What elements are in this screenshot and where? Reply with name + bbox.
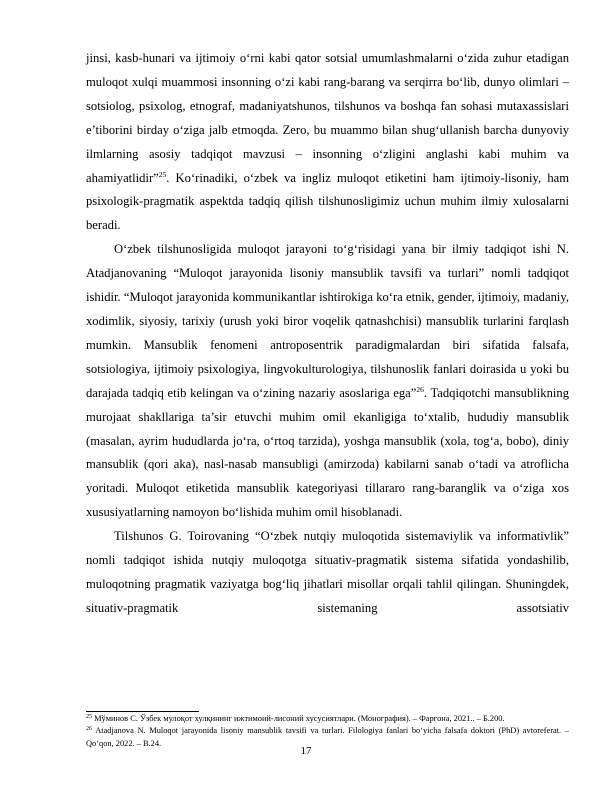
footnote-text: Мўминов С. Ўзбек мулоқот хулқининг ижтимоий-лисоний хусусиятлари. (Монография). – Фарғона, 2021.. – Б.200. (92, 714, 505, 723)
paragraph (86, 238, 569, 525)
paragraph (86, 525, 569, 621)
footnote-separator (86, 711, 199, 712)
footnote-number: 25 (86, 714, 92, 720)
paragraph-text: O‘zbek tilshunosligida muloqot jarayoni to‘g‘risidagi yana bir ilmiy tadqiqot ishi N. Atadjanovaning “Muloqot jarayonida lisoniy mansublik tavsifi va turlari” nomli tadqiqot ishidir. “Muloqot jarayonida kommunikantlar ishtirokiga ko‘ra etnik, gender, ijtimoiy, madaniy, xodimlik, siyosiy, tarixiy (urush yoki biror voqelik qatnashchisi) mansublik turlarini farqlash mumkin. Mansublik fenomeni antroposentrik paradigmalardan biri sifatida falsafa, sotsiologiya, ijtimoiy psixologiya, lingvokulturologiya, tilshunoslik fanlari doirasida u yoki bu darajada tadqiq etib kelingan va o‘zining nazariy asoslariga ega” (86, 242, 569, 400)
paragraph-text: jinsi, kasb-hunari va ijtimoiy o‘rni kabi qator sotsial umumlashmalarni o‘zida zuhur etadigan muloqot xulqi muammosi insonning o‘zi kabi rang-barang va serqirra bo‘lib, dunyo olimlari – sotsiolog, psixolog, etnograf, madaniyatshunos, tilshunos va boshqa fan sohasi mutaxassislari e’tiborini birday o‘ziga jalb etmoqda. Zero, bu muammo bilan shug‘ullanish barcha dunyoviy ilmlarning asosiy tadqiqot mavzusi – insonning o‘zligini anglashi kabi muhim va ahamiyatlidir” (86, 51, 569, 185)
footnote-number: 26 (86, 726, 92, 733)
paragraph-text: . Ko‘rinadiki, o‘zbek va ingliz muloqot etiketini ham ijtimoiy-lisoniy, ham psixologik-pragmatik aspektda tadqiq qilish tilshunosligimiz uchun muhim ilmiy xulosalarni beradi. (86, 170, 569, 233)
footnote (86, 713, 569, 725)
paragraph-text: Tilshunos G. Toirovaning “O‘zbek nutqiy muloqotida sistemaviylik va informativlik” nomli tadqiqot ishida nutqiy muloqotga situativ-pragmatik sistema sifatida yondashilib, muloqotning pragmatik vaziyatga bog‘liq jihatlari misollar orqali tahlil qilingan. Shuningdek, situativ-pragmatik sistemaning assotsiativ (86, 529, 569, 615)
footnote-reference[interactable]: 25 (158, 169, 167, 179)
paragraph-text: . Tadqiqotchi mansublikning murojaat shakllariga ta’sir etuvchi muhim omil ekanligiga to‘xtalib, hududiy mansublik (masalan, ayrim hududlarda jo‘ra, o‘rtoq tarzida), yoshga mansublik (xola, tog‘a, bobo), diniy mansublik (qori aka), nasl-nasab mansubligi (amirzoda) kabilarni sanab o‘tadi va atroflicha yoritadi. Muloqot etiketida mansublik kategoriyasi tillararo rang-baranglik va o‘ziga xos xususiyatlarning namoyon bo‘lishida muhim omil hisoblanadi. (86, 385, 569, 520)
footnote-text: Atadjanova N. Muloqot jarayonida lisoniy mansublik tavsifi va turlari. Filologiya fanlari bo‘yicha falsafa doktori (PhD) avtoreferat. – Qo‘qon, 2022. – B.24. (86, 726, 569, 748)
page-number: 17 (300, 745, 312, 757)
body-text (86, 47, 569, 621)
paragraph (86, 47, 569, 238)
footnote-reference[interactable]: 26 (416, 384, 424, 394)
